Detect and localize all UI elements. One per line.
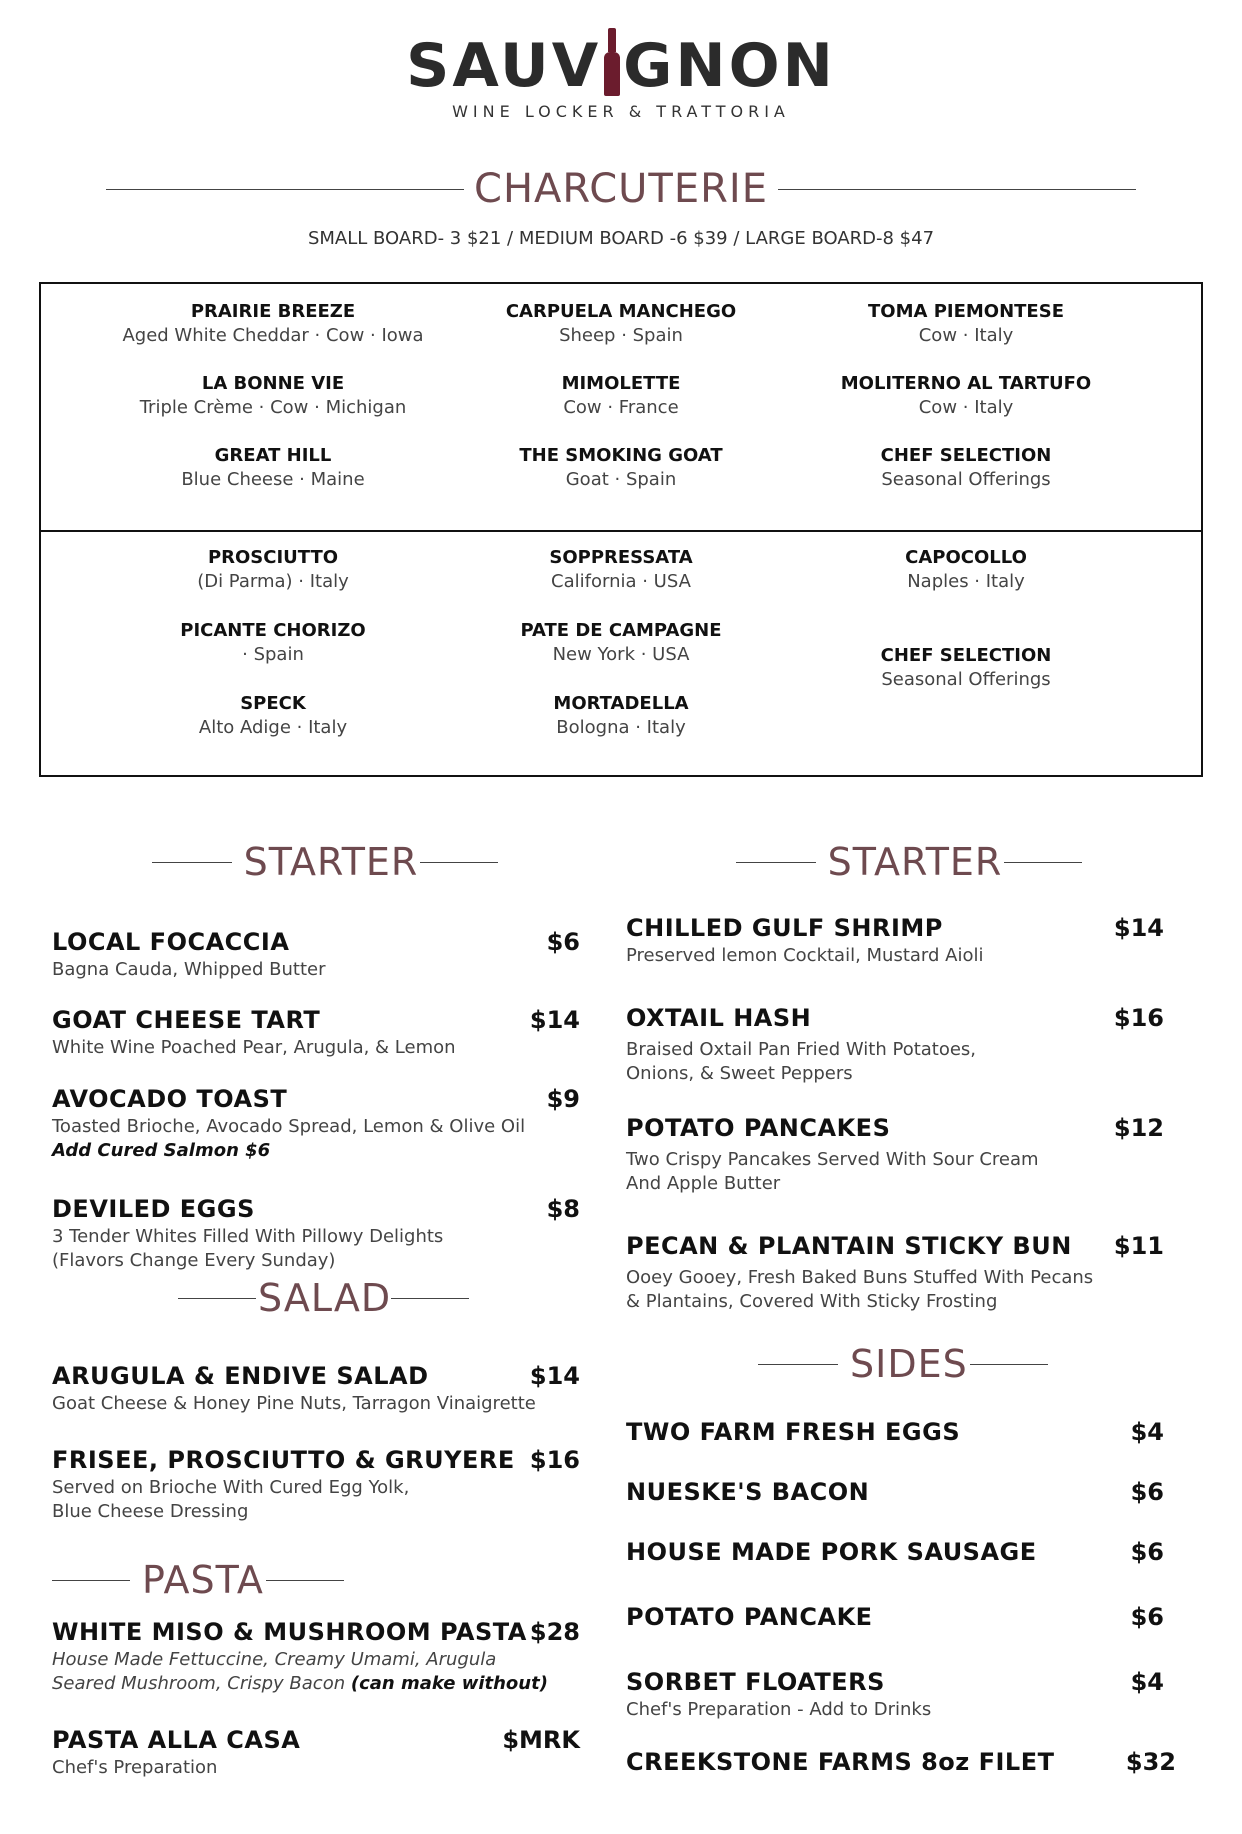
cheese-item: TOMA PIEMONTESE Cow · Italy [868, 301, 1064, 346]
meat-item: CHEF SELECTION Seasonal Offerings [880, 645, 1052, 690]
salad-heading: SALAD [178, 1276, 474, 1320]
divider [736, 862, 816, 863]
menu-item: POTATO PANCAKES $12 Two Crispy Pancakes Served With Sour Cream And Apple Butter [626, 1114, 1164, 1194]
menu-item: POTATO PANCAKE $6 [626, 1603, 1164, 1631]
pasta-note: (can make without) [350, 1673, 548, 1694]
menu-item: SORBET FLOATERS $4 Chef's Preparation - Add to Drinks [626, 1668, 1164, 1720]
cheese-item: MIMOLETTE Cow · France [561, 373, 681, 418]
menu-item: CREEKSTONE FARMS 8oz FILET $32 [626, 1748, 1176, 1776]
menu-item: LOCAL FOCACCIA $6 Bagna Cauda, Whipped Butter [52, 928, 580, 980]
divider [391, 1298, 469, 1299]
menu-item: PASTA ALLA CASA $MRK Chef's Preparation [52, 1726, 580, 1778]
charcuterie-heading [106, 166, 1136, 212]
meat-item: SOPPRESSATA California · USA [549, 547, 693, 592]
divider [178, 1298, 256, 1299]
logo-name-part1: SAUV [406, 31, 602, 101]
meat-item: PICANTE CHORIZO · Spain [180, 620, 366, 665]
menu-item: OXTAIL HASH $16 Braised Oxtail Pan Fried With Potatoes, Onions, & Sweet Peppers [626, 1004, 1164, 1084]
wine-bottle-icon [604, 28, 620, 96]
menu-item: DEVILED EGGS $8 3 Tender Whites Filled With Pillowy Delights (Flavors Change Every Sunday) [52, 1195, 580, 1271]
starter-left-heading: STARTER [152, 840, 498, 884]
cheese-item: MOLITERNO AL TARTUFO Cow · Italy [840, 373, 1092, 418]
divider [778, 189, 1136, 190]
meat-item: MORTADELLA Bologna · Italy [553, 693, 689, 738]
charcuterie-title: CHARCUTERIE [474, 166, 768, 212]
divider [106, 189, 464, 190]
logo-wordmark [0, 28, 1242, 100]
logo-subtitle: WINE LOCKER & TRATTORIA [452, 102, 790, 121]
cheese-board [39, 282, 1203, 532]
menu-item: PECAN & PLANTAIN STICKY BUN $11 Ooey Gooey, Fresh Baked Buns Stuffed With Pecans & Plantains, Covered With Sticky Frosting [626, 1232, 1164, 1312]
divider [266, 1580, 344, 1581]
menu-item: WHITE MISO & MUSHROOM PASTA $28 House Made Fettuccine, Creamy Umami, Arugula Seared Mushroom, Crispy Bacon (can make without) [52, 1618, 580, 1694]
menu-item: CHILLED GULF SHRIMP $14 Preserved lemon Cocktail, Mustard Aioli [626, 914, 1164, 966]
restaurant-logo [0, 20, 1242, 121]
meat-item: PATE DE CAMPAGNE New York · USA [520, 620, 722, 665]
divider [758, 1364, 838, 1365]
divider [152, 862, 232, 863]
menu-item: HOUSE MADE PORK SAUSAGE $6 [626, 1538, 1164, 1566]
meat-item: SPECK Alto Adige · Italy [198, 693, 348, 738]
divider [52, 1580, 130, 1581]
logo-name-part2: GNON [623, 31, 836, 101]
menu-item: AVOCADO TOAST $9 Toasted Brioche, Avocado Spread, Lemon & Olive Oil Add Cured Salmon $6 [52, 1085, 580, 1161]
cheese-item: THE SMOKING GOAT Goat · Spain [519, 445, 723, 490]
pasta-heading: PASTA [52, 1558, 352, 1602]
cheese-item: GREAT HILL Blue Cheese · Maine [181, 445, 365, 490]
meat-board [39, 530, 1203, 777]
starter-right-heading: STARTER [736, 840, 1082, 884]
divider [1004, 862, 1082, 863]
sides-heading: SIDES [758, 1342, 1048, 1386]
add-on-note: Add Cured Salmon $6 [52, 1140, 271, 1161]
cheese-item: PRAIRIE BREEZE Aged White Cheddar · Cow · Iowa [122, 301, 424, 346]
menu-item: NUESKE'S BACON $6 [626, 1478, 1164, 1506]
menu-item: FRISEE, PROSCIUTTO & GRUYERE $16 Served on Brioche With Cured Egg Yolk, Blue Cheese Dressing [52, 1446, 580, 1522]
board-prices: SMALL BOARD- 3 $21 / MEDIUM BOARD -6 $39 / LARGE BOARD-8 $47 [307, 228, 935, 249]
cheese-item: LA BONNE VIE Triple Crème · Cow · Michigan [139, 373, 407, 418]
divider [970, 1364, 1048, 1365]
menu-item: ARUGULA & ENDIVE SALAD $14 Goat Cheese & Honey Pine Nuts, Tarragon Vinaigrette [52, 1362, 580, 1414]
divider [420, 862, 498, 863]
meat-item: PROSCIUTTO (Di Parma) · Italy [197, 547, 349, 592]
meat-item: CAPOCOLLO Naples · Italy [905, 547, 1027, 592]
cheese-item: CARPUELA MANCHEGO Sheep · Spain [505, 301, 737, 346]
cheese-item: CHEF SELECTION Seasonal Offerings [880, 445, 1052, 490]
menu-item: GOAT CHEESE TART $14 White Wine Poached Pear, Arugula, & Lemon [52, 1006, 580, 1058]
menu-item: TWO FARM FRESH EGGS $4 [626, 1418, 1164, 1446]
